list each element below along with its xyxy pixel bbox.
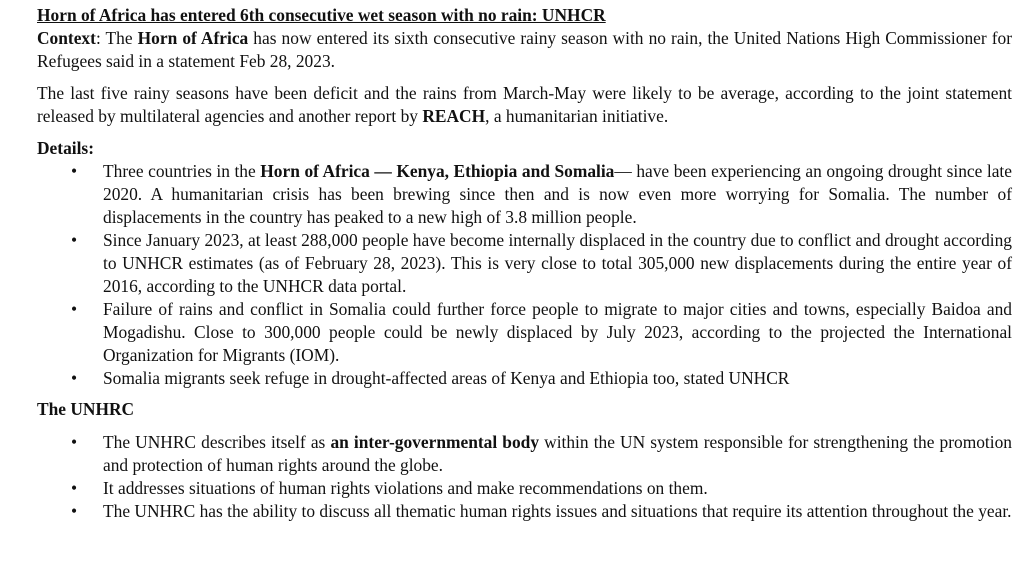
details-list bbox=[37, 160, 1012, 390]
list-item bbox=[37, 229, 1012, 298]
unhrc-heading: The UNHRC bbox=[37, 399, 135, 419]
context-text-1: : The bbox=[95, 28, 138, 48]
unhrc-0-bold: an inter-governmental body bbox=[330, 432, 540, 452]
para2-text-1: The last five rainy seasons have been deficit and the rains from March-May were likely to be average, according to the joint statement released by multilateral agencies and another report by bbox=[37, 83, 1012, 126]
details-heading: Details: bbox=[37, 138, 94, 158]
context-text-2: has now entered its sixth consecutive rainy season with no rain, the United Nations High Commissioner for Refugees said in a statement Feb 28, 2023. bbox=[37, 28, 1013, 71]
document-title: Horn of Africa has entered 6th consecutive wet season with no rain: UNHCR bbox=[37, 5, 606, 25]
details-0-text-1: Three countries in the bbox=[103, 161, 261, 181]
list-item bbox=[37, 431, 1012, 477]
unhrc-list bbox=[37, 431, 1012, 523]
details-0-bold: Horn of Africa — Kenya, Ethiopia and Somalia bbox=[260, 161, 615, 181]
bullet-icon: • bbox=[71, 478, 78, 498]
para2-text-2: , a humanitarian initiative. bbox=[485, 106, 669, 126]
list-item bbox=[37, 160, 1012, 229]
unhrc-0-text-1: The UNHRC describes itself as bbox=[103, 432, 331, 452]
context-label: Context bbox=[37, 28, 96, 48]
list-item bbox=[37, 298, 1012, 367]
details-3-text: Somalia migrants seek refuge in drought-affected areas of Kenya and Ethiopia too, stated UNHCR bbox=[103, 368, 790, 388]
context-paragraph bbox=[37, 27, 1012, 73]
reach-bold: REACH bbox=[422, 106, 486, 126]
bullet-icon: • bbox=[71, 368, 78, 388]
details-1-text: Since January 2023, at least 288,000 people have become internally displaced in the country due to conflict and drought according to UNHCR estimates (as of February 28, 2023). This is very close to total 305,000 new displacements during the entire year of 2016, according to the UNHCR data portal. bbox=[103, 230, 1012, 296]
bullet-icon: • bbox=[71, 230, 78, 250]
bullet-icon: • bbox=[71, 432, 78, 452]
unhrc-2-text: The UNHRC has the ability to discuss all thematic human rights issues and situations that require its attention throughout the year. bbox=[103, 501, 1012, 521]
details-0-text-2: — have been experiencing an ongoing drought since late 2020. A humanitarian crisis has been brewing since then and is now even more worrying for Somalia. The number of displacements in the country has peaked to a new high of 3.8 million people. bbox=[103, 161, 1012, 227]
bullet-icon: • bbox=[71, 299, 78, 319]
list-item bbox=[37, 477, 1012, 500]
context-bold-horn: Horn of Africa bbox=[137, 28, 249, 48]
list-item bbox=[37, 500, 1012, 523]
details-2-text: Failure of rains and conflict in Somalia could further force people to migrate to major cities and towns, especially Baidoa and Mogadishu. Close to 300,000 people could be newly displaced by July 2023, according to the projected the International Organization for Migrants (IOM). bbox=[103, 299, 1012, 365]
unhrc-0-text-2: within the UN system responsible for strengthening the promotion and protection of human rights around the globe. bbox=[103, 432, 1012, 475]
bullet-icon: • bbox=[71, 501, 78, 521]
document-page bbox=[37, 4, 1012, 531]
bullet-icon: • bbox=[71, 161, 78, 181]
list-item bbox=[37, 367, 1012, 390]
rainy-seasons-paragraph bbox=[37, 82, 1012, 128]
unhrc-1-text: It addresses situations of human rights violations and make recommendations on them. bbox=[103, 478, 708, 498]
